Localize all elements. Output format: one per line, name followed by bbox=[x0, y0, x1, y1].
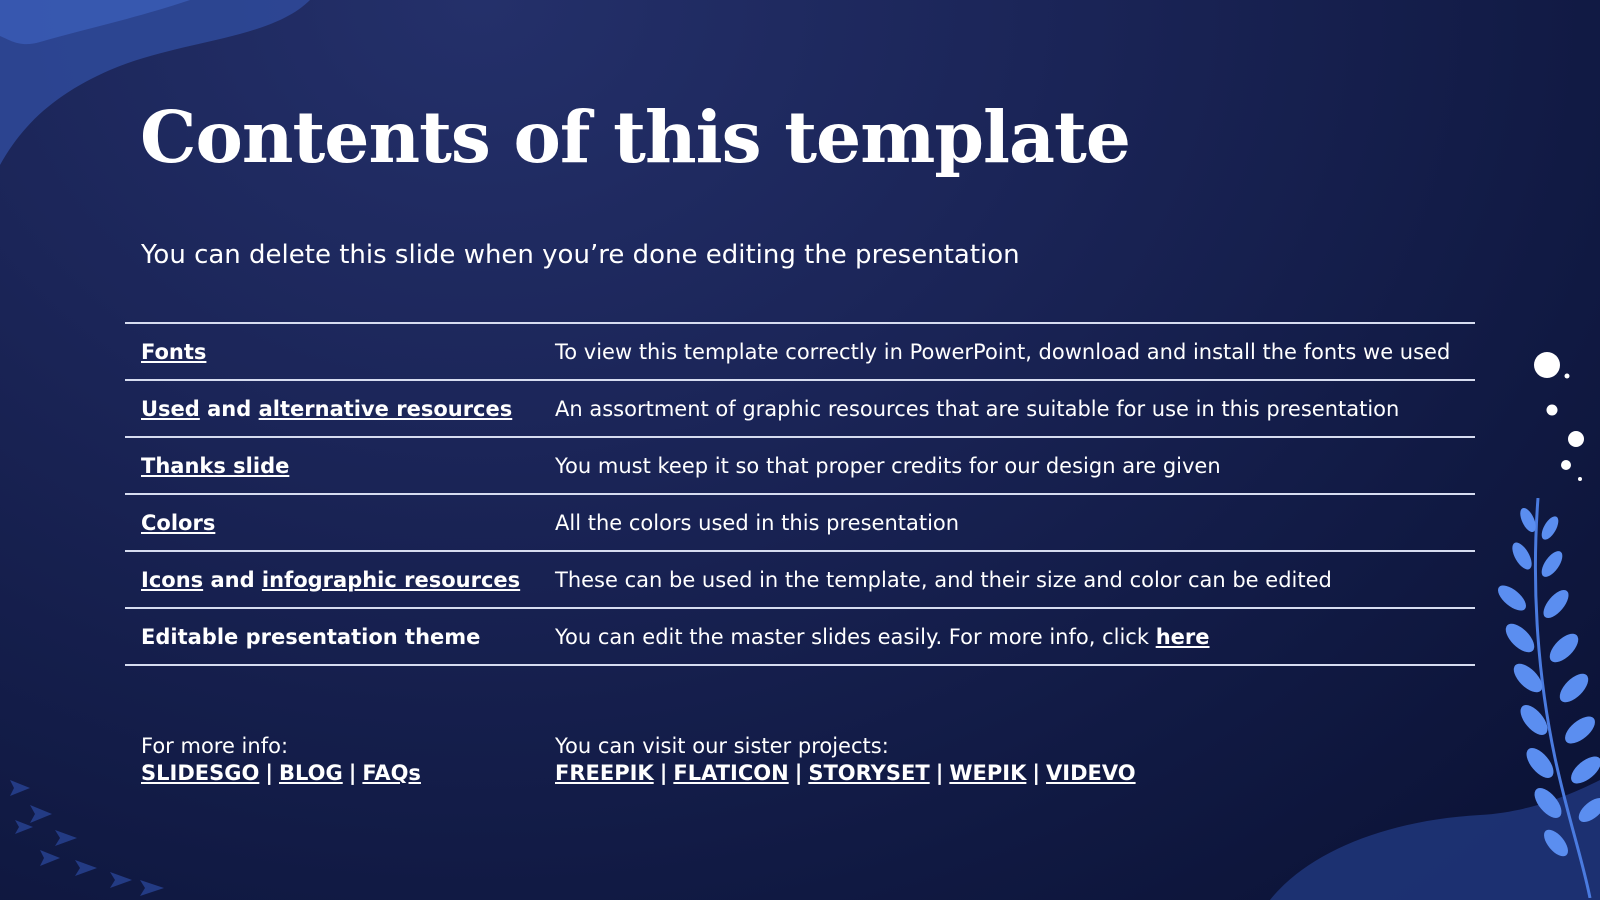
table-row bbox=[125, 609, 1475, 666]
row-description-cell bbox=[555, 625, 1475, 649]
link-separator: | bbox=[1032, 761, 1041, 785]
link-separator: | bbox=[659, 761, 668, 785]
footer-link-storyset[interactable]: STORYSET bbox=[808, 761, 930, 785]
table-row bbox=[125, 438, 1475, 495]
sister-projects-label: You can visit our sister projects: bbox=[555, 734, 889, 758]
row-description-cell bbox=[555, 568, 1475, 592]
link-separator: | bbox=[265, 761, 273, 785]
link-separator: | bbox=[935, 761, 944, 785]
topic-text: and bbox=[199, 396, 259, 421]
more-info-links bbox=[141, 760, 421, 787]
link-icons[interactable]: Icons bbox=[141, 567, 204, 592]
slide-subtitle: You can delete this slide when you’re done editing the presentation bbox=[141, 240, 1020, 270]
footer-link-slidesgo[interactable]: SLIDESGO bbox=[141, 761, 260, 785]
row-description-cell bbox=[555, 454, 1475, 478]
row-description-cell bbox=[555, 340, 1475, 364]
contents-table bbox=[125, 322, 1475, 666]
footer-link-faqs[interactable]: FAQs bbox=[362, 761, 421, 785]
link-separator: | bbox=[794, 761, 803, 785]
link-separator: | bbox=[348, 761, 357, 785]
description-text: To view this template correctly in PowerPoint, download and install the fonts we used bbox=[555, 339, 1451, 364]
footer-link-videvo[interactable]: VIDEVO bbox=[1046, 761, 1136, 785]
table-row bbox=[125, 381, 1475, 438]
bubbles-decoration bbox=[1530, 345, 1600, 485]
footer-link-wepik[interactable]: WEPIK bbox=[949, 761, 1027, 785]
footer-link-freepik[interactable]: FREEPIK bbox=[555, 761, 654, 785]
row-topic-cell bbox=[125, 397, 555, 421]
row-topic-cell bbox=[125, 568, 555, 592]
link-fonts[interactable]: Fonts bbox=[141, 339, 207, 364]
sister-projects-links bbox=[555, 760, 1136, 787]
link-used[interactable]: Used bbox=[141, 396, 200, 421]
row-description-cell bbox=[555, 511, 1475, 535]
description-text: These can be used in the template, and their size and color can be edited bbox=[555, 567, 1332, 592]
description-text: You must keep it so that proper credits for our design are given bbox=[555, 453, 1221, 478]
more-info-footer bbox=[141, 733, 421, 787]
row-topic-cell bbox=[125, 454, 555, 478]
link-here[interactable]: here bbox=[1155, 624, 1210, 649]
footer-link-flaticon[interactable]: FLATICON bbox=[673, 761, 789, 785]
table-row bbox=[125, 324, 1475, 381]
seaweed-plant-decoration bbox=[1490, 498, 1600, 898]
row-description-cell bbox=[555, 397, 1475, 421]
link-infographic-resources[interactable]: infographic resources bbox=[261, 567, 521, 592]
topic-text: and bbox=[203, 567, 262, 592]
description-text: All the colors used in this presentation bbox=[555, 510, 960, 535]
footer-link-blog[interactable]: BLOG bbox=[278, 761, 343, 785]
link-alternative-resources[interactable]: alternative resources bbox=[258, 396, 513, 421]
description-text: You can edit the master slides easily. For more info, click bbox=[555, 624, 1156, 649]
link-thanks-slide[interactable]: Thanks slide bbox=[141, 453, 290, 478]
slide-title: Contents of this template bbox=[140, 95, 1130, 179]
table-row bbox=[125, 495, 1475, 552]
row-topic-cell bbox=[125, 340, 555, 364]
row-topic-cell bbox=[125, 625, 555, 649]
description-text: An assortment of graphic resources that are suitable for use in this presentation bbox=[555, 396, 1400, 421]
row-topic-cell bbox=[125, 511, 555, 535]
table-row bbox=[125, 552, 1475, 609]
topic-text: Editable presentation theme bbox=[141, 624, 481, 649]
more-info-label: For more info: bbox=[141, 734, 289, 758]
sister-projects-footer bbox=[555, 733, 1136, 787]
link-colors[interactable]: Colors bbox=[141, 510, 216, 535]
